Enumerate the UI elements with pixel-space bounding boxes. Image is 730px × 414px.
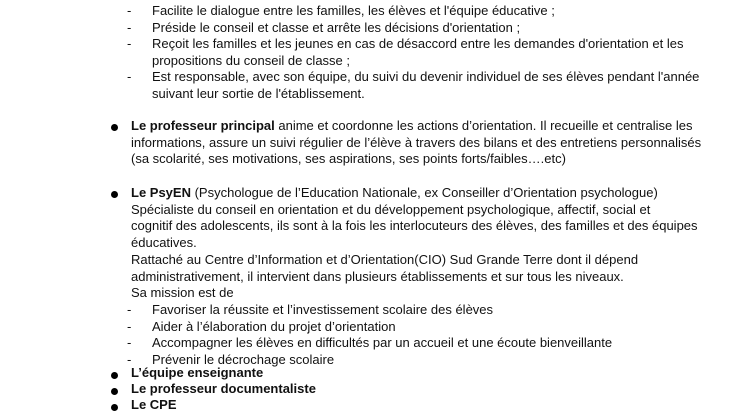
bullet-icon (111, 388, 118, 395)
psyen-text: (Psychologue de l’Education Nationale, ex Conseiller d’Orientation psychologue) (190, 185, 658, 200)
psyen-section (131, 185, 698, 302)
bullet-icon (111, 191, 118, 198)
prof-principal-text: (sa scolarité, ses motivations, ses aspirations, ses points forts/faibles….etc) (131, 151, 566, 167)
dash-marker: - (127, 19, 132, 35)
prof-principal-text: anime et coordonne les actions d’orientation. Il recueille et centralise les (274, 118, 693, 133)
bottom-item-title: Le professeur documentaliste (131, 381, 316, 396)
list-item (124, 335, 612, 352)
psyen-text: Sa mission est de (131, 285, 234, 301)
list-item-text: Accompagner les élèves en difficultés par un accueil et une écoute bienveillante (152, 335, 613, 350)
dash-marker: - (127, 36, 132, 51)
psyen-text: cognitif des adolescents, ils sont à la fois les interlocuteurs des élèves, des familles et des équipes (131, 218, 698, 234)
dash-marker: - (127, 69, 132, 84)
list-item (124, 36, 699, 69)
psyen-text: administrativement, il intervient dans plusieurs établissements et sur tous les niveaux. (131, 268, 624, 284)
dash-marker: - (127, 3, 132, 18)
dash-marker: - (127, 335, 132, 350)
bullet-icon (111, 124, 118, 131)
list-item (124, 69, 699, 102)
list-item-text: Favoriser la réussite et l’investissement scolaire des élèves (152, 302, 494, 317)
dash-marker: - (127, 318, 132, 334)
list-item-text: Facilite le dialogue entre les familles, les élèves et l'équipe éducative ; (152, 3, 555, 18)
bottom-item-title: Le CPE (131, 397, 177, 412)
prof-principal-text: informations, assure un suivi régulier de l’élève à travers des bilans et des entretiens personnalisés (131, 134, 702, 150)
psyen-title: Le PsyEN (131, 185, 191, 200)
bullet-icon (111, 372, 118, 379)
list-item-text: Prévenir le décrochage scolaire (152, 351, 335, 367)
list-item (124, 3, 699, 20)
list-item (124, 302, 612, 319)
mission-list (124, 302, 612, 368)
list-item-text: Aider à l’élaboration du projet d’orientation (152, 318, 396, 334)
prof-principal-title: Le professeur principal (131, 118, 275, 133)
list-item (124, 319, 612, 336)
bottom-item-title: L’équipe enseignante (131, 365, 264, 380)
list-item (124, 20, 699, 37)
list-item-text-continued: suivant leur sortie de l'établissement. (152, 85, 365, 101)
list-item-text: Préside le conseil et classe et arrête les décisions d'orientation ; (152, 19, 521, 35)
prof-principal-section (131, 118, 702, 168)
list-item-text: Est responsable, avec son équipe, du suivi du devenir individuel de ses élèves pendant l'année (152, 69, 700, 84)
dash-marker: - (127, 302, 132, 317)
psyen-text: Spécialiste du conseil en orientation et du développement psychologique, affectif, social et (131, 201, 651, 217)
list-item-text: Reçoit les familles et les jeunes en cas de désaccord entre les demandes d'orientation et les (152, 36, 684, 51)
psyen-text: éducatives. (131, 235, 197, 251)
responsibilities-list (124, 3, 699, 102)
list-item-text-continued: propositions du conseil de classe ; (152, 52, 351, 68)
dash-marker: - (127, 351, 132, 367)
psyen-text: Rattaché au Centre d’Information et d’Orientation(CIO) Sud Grande Terre dont il dépend (131, 251, 639, 267)
